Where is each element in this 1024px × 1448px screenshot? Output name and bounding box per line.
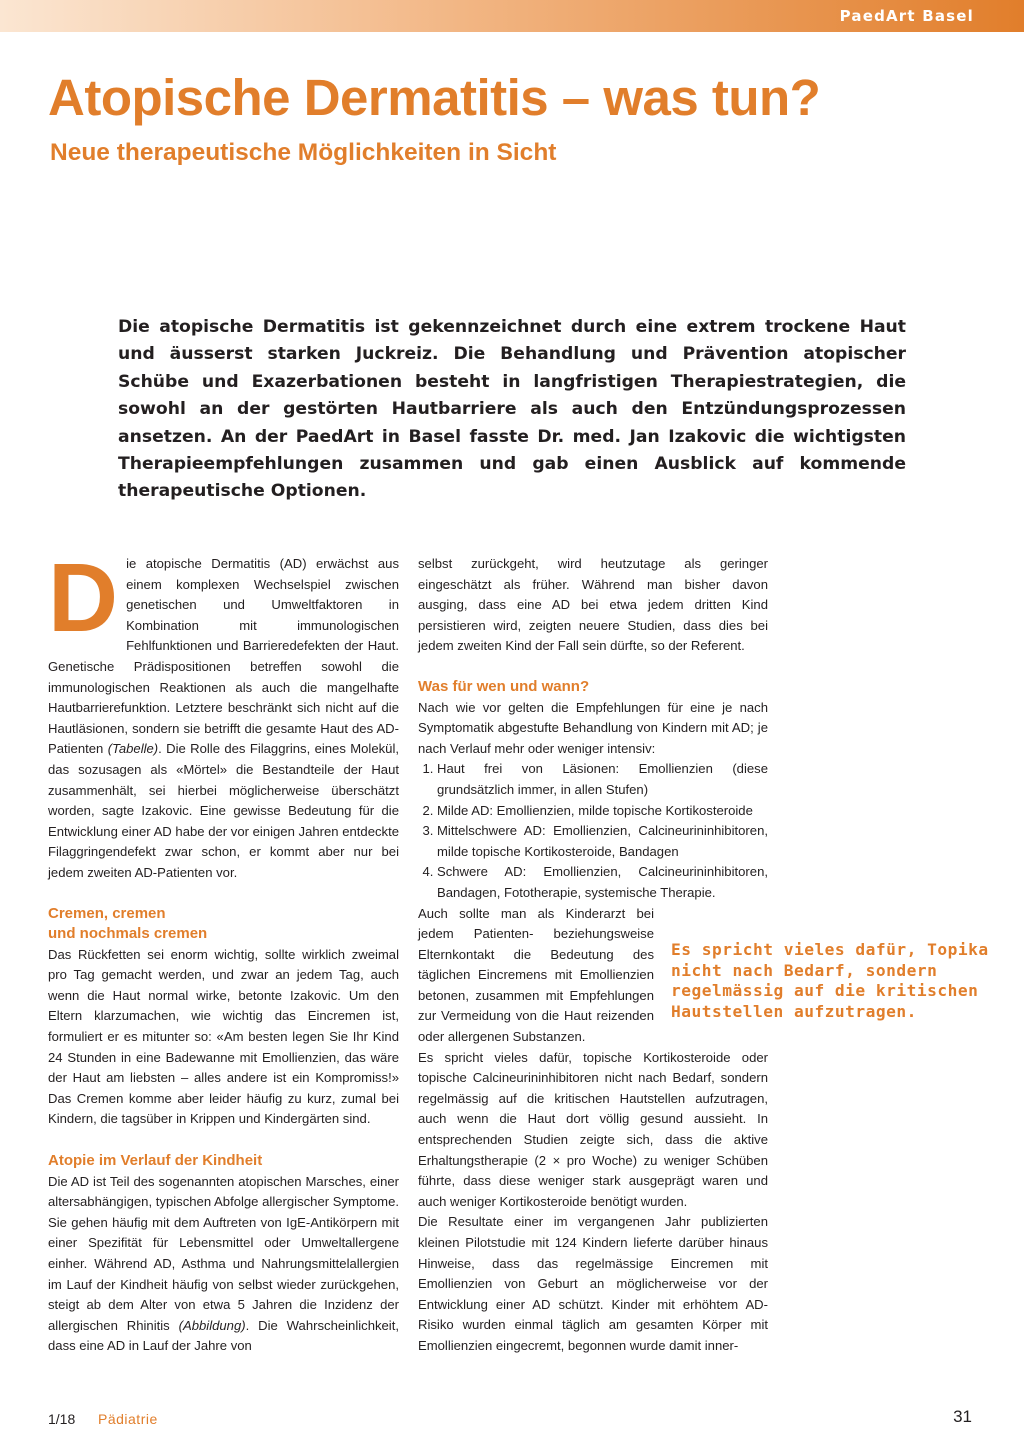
dropcap: D [48,543,119,652]
recommendation-text: Emollienzien, milde topische Kortikosteroide [493,802,753,818]
recommendation-term: Schwere AD: [437,864,527,880]
article-subtitle: Neue therapeutische Möglichkeiten in Sicht [50,139,557,166]
column-left [48,543,399,1357]
topika-paragraph: Es spricht vieles dafür, topische Kortikosteroide oder topische Calcineurininhibitoren nicht nach Bedarf, sondern regelmässig auf die kritischen Hautstellen aufzutragen, auch wenn die Haut dort völlig gesund aussieht. In entsprechenden Studien zeigte sich, dass die aktive Erhaltungstherapie (2 × pro Woche) zu weniger Schüben führte, dass diese weniger stark ausgeprägt waren und auch weniger Kortikosteroide benötigt wurden. [418,1049,768,1209]
footer-issue: 1/18 [48,1411,76,1427]
pilotstudie-paragraph: Die Resultate einer im vergangenen Jahr publizierten kleinen Pilotstudie mit 124 Kindern lieferte darüber hinaus Hinweise, dass das regelmässige Eincremen mit Emollienzien von Geburt an möglicherweise vor der Entwicklung einer AD schützt. Kinder mit erhöhtem AD-Risiko wurden einmal täglich am gesamten Körper mit Emollienzien eingecremt, begonnen wurde damit inner- [418,1214,768,1353]
recommendation-item [437,759,768,800]
table-reference: (Tabelle) [107,741,159,757]
recommendation-term: Mittelschwere AD: [437,823,546,839]
atopie-text-b: . Die Wahrscheinlichkeit, dass eine AD in Lauf der Jahre von [48,1317,399,1354]
intro-paragraph [48,543,399,884]
page-number: 31 [953,1407,972,1426]
heading-cremen-line-1: Cremen, cremen [48,904,166,922]
recommendation-item [437,801,768,822]
recommendation-item [437,821,768,862]
intro-text-a: ie atopische Dermatitis (AD) erwächst aus einem komplexen Wechselspiel zwischen genetischen und Umweltfaktoren in Kombination mit immunologischen Fehlfunktionen und Barrieredefekten der Haut. Genetische Prädispositionen betreffen sowohl die immunologischen Reaktionen als auch die mangelhafte Hautbarrierefunktion. Letztere beschränkt sich nicht auf die Hautläsionen, sondern sie betrifft die gesamte Haut des AD-Patienten [48,556,399,757]
footer-magazine: Pädiatrie [98,1411,158,1427]
recommendations-intro: Nach wie vor gelten die Empfehlungen für eine je nach Symptomatik abgestufte Behandlung von Kindern mit AD; je nach Verlauf mehr oder weniger intensiv: [418,699,768,756]
article-lead: Die atopische Dermatitis ist gekennzeichnet durch eine extrem trockene Haut und äusserst starken Juckreiz. Die Behandlung und Prävention atopischer Schübe und Exazerbationen besteht in langfristigen Therapiestrategien, die sowohl an der gestörten Hautbarriere als auch den Entzündungsprozessen ansetzen. An der PaedArt in Basel fasste Dr. med. Jan Izakovic die wichtigsten Therapieempfehlungen zusammen und gab einen Ausblick auf kommende therapeutische Optionen. [118,317,906,502]
heading-cremen-line-2: und nochmals cremen [48,925,208,943]
recommendation-item [437,862,768,903]
recommendation-term: Milde AD: [437,802,494,818]
article-title: Atopische Dermatitis – was tun? [48,69,821,126]
heading-was-fuer-wen: Was für wen und wann? [418,677,590,695]
intro-text-b: . Die Rolle des Filaggrins, eines Molekül, das sozusagen als «Mörtel» die Bestandteile der Haut zusammenhält, sei hierbei möglicherweise überschätzt worden, sagte Izakovic. Eine gewisse Bedeutung für die Entwicklung einer AD habe der vor einigen Jahren entdeckte Filaggringendefekt zwar schon, er kommt aber nur bei jedem zweiten AD-Patienten vor. [48,741,399,880]
header-bar [0,0,1024,32]
pull-quote: Es spricht vieles dafür, Topika nicht nach Bedarf, sondern regelmässig auf die kritischen Hautstellen aufzutragen. [671,940,989,1022]
recommendation-text: Emollienzien (diese grundsätzlich immer, in allen Stufen) [437,761,768,797]
recommendations-list [418,759,768,903]
continuation-paragraph: selbst zurückgeht, wird heutzutage als geringer eingeschätzt als früher. Während man bisher davon ausging, dass eine AD bei etwa jedem dritten Kind persistieren wird, zeigten neuere Studien, dass dies bei jedem zweiten Kind der Fall sein dürfte, so der Referent. [418,556,768,654]
atopie-text-a: Die AD ist Teil des sogenannten atopischen Marsches, einer altersabhängigen, typischen Abfolge allergischer Symptome. Sie gehen häufig mit dem Auftreten von IgE-Antikörpern mit einer Spezifität für Lebensmittel oder Umweltallergene einher. Während AD, Asthma und Nahrungsmittelallergien im Lauf der Kindheit häufig von selbst wieder zurückgehen, steigt ab dem Alter von etwa 5 Jahren die Inzidenz der allergischen Rhinitis [48,1173,399,1333]
atopie-paragraph [48,1172,399,1357]
heading-cremen [48,904,399,945]
header-brand: PaedArt Basel [839,7,974,25]
recommendation-text: Emollienzien, Calcineurininhibitoren, Bandagen, Fototherapie, systemische Therapie. [437,864,768,900]
recommendation-text: Emollienzien, Calcineurininhibitoren, milde topische Kortikosteroide, Bandagen [437,823,768,859]
figure-reference: (Abbildung) [178,1317,246,1333]
cremen-paragraph: Das Rückfetten sei enorm wichtig, sollte wirklich zweimal pro Tag gemacht werden, und zwar an jedem Tag, auch wenn die Haut normal wirke, betonte Izakovic. Um den Eltern klarzumachen, wie wichtig das Eincremen ist, formuliert er es mitunter so: «Am besten legen Sie Ihr Kind 24 Stunden in eine Badewanne mit Emollienzien, das wäre der Haut am liebsten – alles andere ist ein Kompromiss!» Das Cremen komme aber leider häufig zu kurz, zumal bei Kindern, die tagsüber in Krippen und Kindergärten sind. [48,946,399,1127]
kinderarzt-paragraph: Auch sollte man als Kinderarzt bei jedem Patienten- beziehungsweise Elternkontakt die Bedeutung des täglichen Eincremens mit Emollienzien betonen, zusammen mit Empfehlungen zur Vermeidung von die Haut reizenden oder allergenen Substanzen. [418,905,654,1045]
recommendation-term: Haut frei von Läsionen: [437,761,620,777]
heading-atopie: Atopie im Verlauf der Kindheit [48,1152,263,1170]
